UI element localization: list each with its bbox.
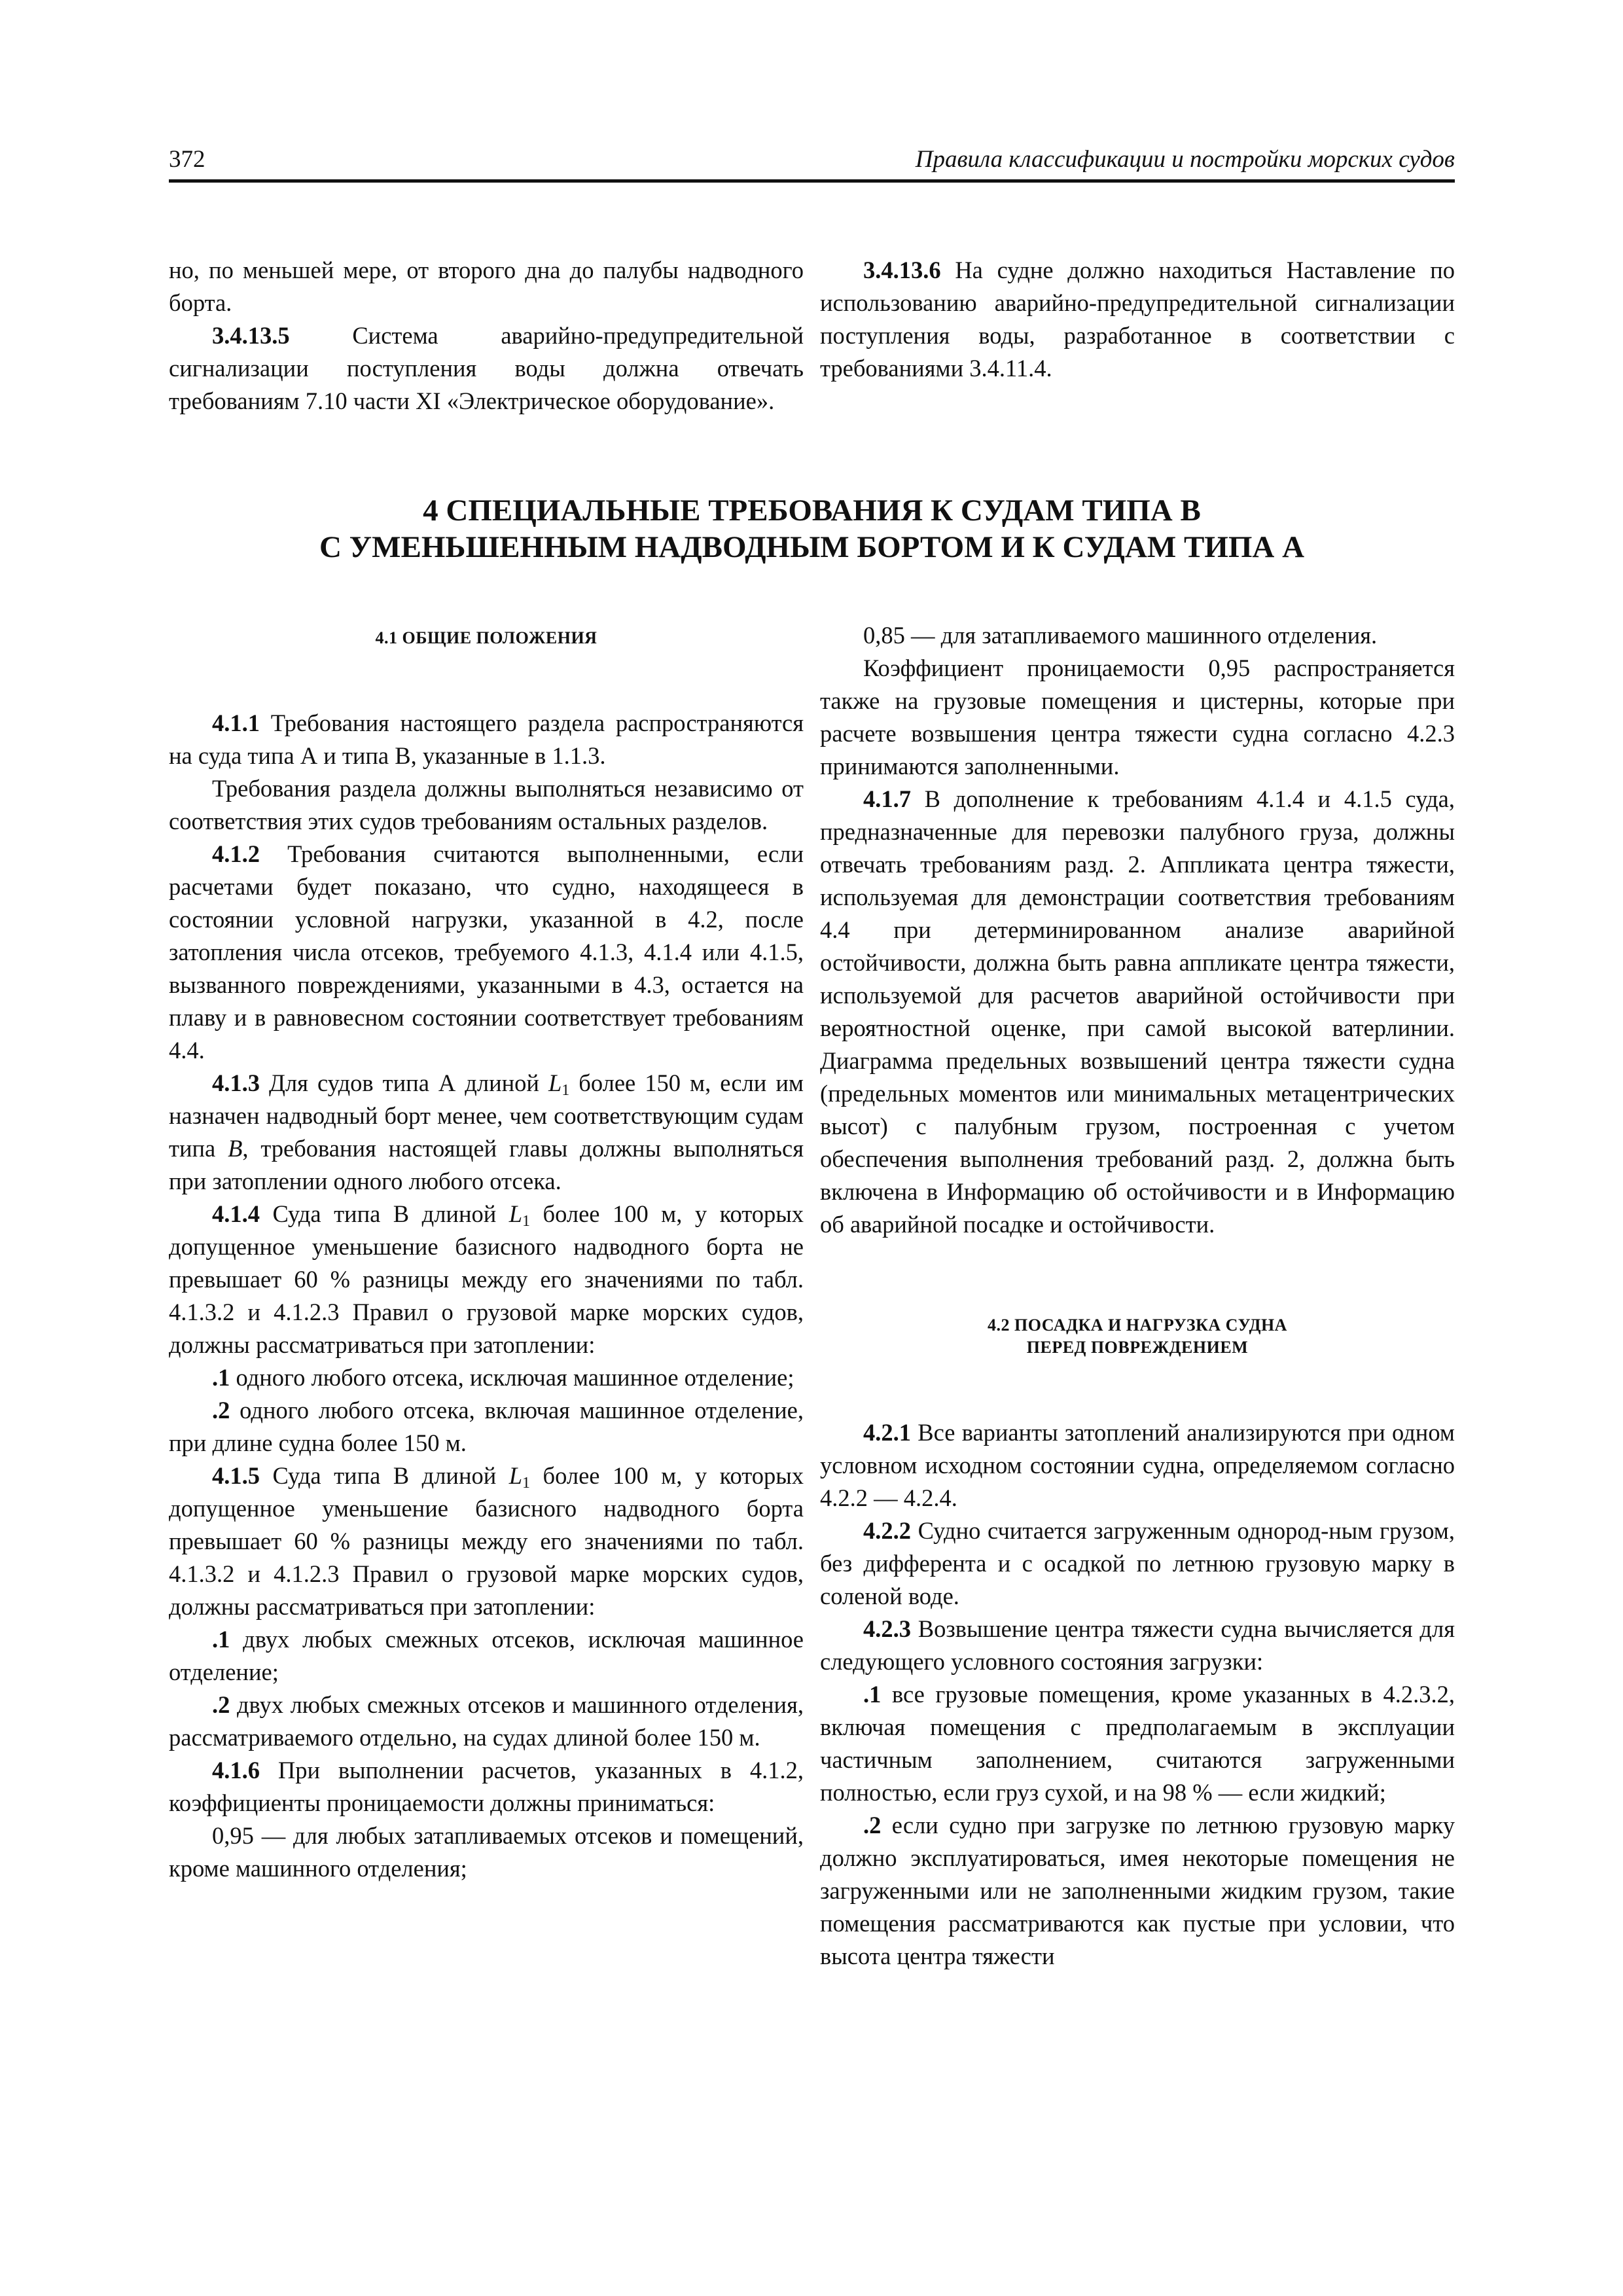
- list-item: .2 если судно при загрузке по летнюю грузовую марку должно эксплуатироваться, имея некоторые помещения не загруженными или не заполненными жидким грузом, такие помещения рассматриваются как пустые при условии, что высота центра тяжести: [820, 1812, 1455, 1969]
- paragraph-3-4-13-5: 3.4.13.5 Система аварийно-предупредительной сигнализации поступления воды должна отвечать требованиям 7.10 части XI «Электрическое оборудование».: [169, 322, 804, 414]
- paragraph-4-1-3: 4.1.3 Для судов типа А длиной $L_1$ более 150 м, если им назначен надводный борт менее, чем соответствующим судам типа B, требования настоящей главы должны выполняться при затоплении одного любого отсека.: [169, 1069, 804, 1194]
- clause-number: 3.4.13.6: [863, 257, 941, 283]
- paragraph-3-4-13-6: 3.4.13.6 На судне должно находиться Наставление по использованию аварийно-предупредительной сигнализации поступления воды, разработанное в соответствии с требованиями 3.4.11.4.: [820, 257, 1455, 382]
- list-item: .1 двух любых смежных отсеков, исключая машинное отделение;: [169, 1626, 804, 1685]
- main-left-column: [169, 627, 804, 1885]
- paragraph: 0,95 — для любых затапливаемых отсеков и помещений, кроме машинного отделения;: [169, 1822, 804, 1882]
- main-right-column: [820, 619, 1455, 1973]
- page-header: [169, 143, 1455, 183]
- subsection-heading-4-2: 4.2 ПОСАДКА И НАГРУЗКА СУДНА ПЕРЕД ПОВРЕЖДЕНИЕМ: [988, 1316, 1287, 1357]
- section-title-line-1: 4 СПЕЦИАЛЬНЫЕ ТРЕБОВАНИЯ К СУДАМ ТИПА В: [423, 493, 1201, 528]
- running-title: Правила классификации и постройки морских судов: [915, 146, 1455, 173]
- subsection-heading-4-1: 4.1 ОБЩИЕ ПОЛОЖЕНИЯ: [375, 628, 597, 647]
- paragraph-4-2-3: 4.2.3 Возвышение центра тяжести судна вычисляется для следующего условного состояния загрузки:: [820, 1615, 1455, 1675]
- paragraph-4-1-7: 4.1.7 В дополнение к требованиям 4.1.4 и 4.1.5 суда, предназначенные для перевозки палубного груза, должны отвечать требованиям разд. 2. Аппликата центра тяжести, используемая для демонстрации соответствия требованиям 4.4 при детерминированном анализе аварийной остойчивости, должна быть равна аппликате центра тяжести, используемой для расчетов аварийной остойчивости при вероятностной оценке, при самой высокой ватерлинии. Диаграмма предельных возвышений центра тяжести судна (предельных моментов или минимальных метацентрических высот) с палубным грузом, построенная с учетом обеспечения выполнения требований разд. 2, должна быть включена в Информацию об остойчивости и в Информацию об аварийной посадке и остойчивости.: [820, 785, 1455, 1238]
- paragraph-4-1-2: 4.1.2 Требования считаются выполненными, если расчетами будет показано, что судно, находящееся в состоянии условной нагрузки, указанной в 4.2, после затопления числа отсеков, требуемого 4.1.3, 4.1.4 или 4.1.5, вызванного повреждениями, указанными в 4.3, остается на плаву и в равновесном состоянии соответствует требованиям 4.4.: [169, 840, 804, 1064]
- top-right-column: [820, 254, 1455, 385]
- section-title: [169, 492, 1455, 565]
- clause-number: 3.4.13.5: [212, 322, 290, 349]
- paragraph: но, по меньшей мере, от второго дна до палубы надводного борта.: [169, 257, 804, 316]
- list-item: .1 одного любого отсека, исключая машинное отделение;: [212, 1364, 794, 1391]
- paragraph-4-2-2: 4.2.2 Судно считается загруженным однород-ным грузом, без дифферента и с осадкой по летнюю грузовую марку в соленой воде.: [820, 1517, 1455, 1609]
- page-number: 372: [169, 146, 205, 173]
- paragraph-4-2-1: 4.2.1 Все варианты затоплений анализируются при одном условном исходном состоянии судна, определяемом согласно 4.2.2 — 4.2.4.: [820, 1419, 1455, 1511]
- list-item: .2 двух любых смежных отсеков и машинного отделения, рассматриваемого отдельно, на судах длиной более 150 м.: [169, 1691, 804, 1751]
- top-left-column: [169, 254, 804, 418]
- paragraph: 0,85 — для затапливаемого машинного отделения.: [863, 622, 1378, 649]
- paragraph-4-1-5: 4.1.5 Суда типа В длиной $L_1$ более 100 м, у которых допущенное уменьшение базисного надводного борта превышает 60 % разницы между его значениями по табл. 4.1.3.2 и 4.1.2.3 Правил о грузовой марке морских судов, должны рассматриваться при затоплении:: [169, 1462, 804, 1620]
- section-title-line-2: С УМЕНЬШЕННЫМ НАДВОДНЫМ БОРТОМ И К СУДАМ ТИПА А: [319, 530, 1305, 564]
- paragraph-4-1-1: 4.1.1 Требования настоящего раздела распространяются на суда типа А и типа В, указанные в 1.1.3.: [169, 709, 804, 769]
- paragraph: Требования раздела должны выполняться независимо от соответствия этих судов требованиям остальных разделов.: [169, 775, 804, 834]
- paragraph-4-1-6: 4.1.6 При выполнении расчетов, указанных в 4.1.2, коэффициенты проницаемости должны приниматься:: [169, 1757, 804, 1816]
- paragraph: Коэффициент проницаемости 0,95 распространяется также на грузовые помещения и цистерны, которые при расчете возвышения центра тяжести судна согласно 4.2.3 принимаются заполненными.: [820, 655, 1455, 780]
- list-item: .2 одного любого отсека, включая машинное отделение, при длине судна более 150 м.: [169, 1397, 804, 1456]
- paragraph-4-1-4: 4.1.4 Суда типа В длиной $L_1$ более 100 м, у которых допущенное уменьшение базисного надводного борта не превышает 60 % разницы между его значениями по табл. 4.1.3.2 и 4.1.2.3 Правил о грузовой марке морских судов, должны рассматриваться при затоплении:: [169, 1200, 804, 1358]
- list-item: .1 все грузовые помещения, кроме указанных в 4.2.3.2, включая помещения с предполагаемым в эксплуации частичным заполнением, считаются загруженными полностью, если груз сухой, и на 98 % — если жидкий;: [820, 1681, 1455, 1806]
